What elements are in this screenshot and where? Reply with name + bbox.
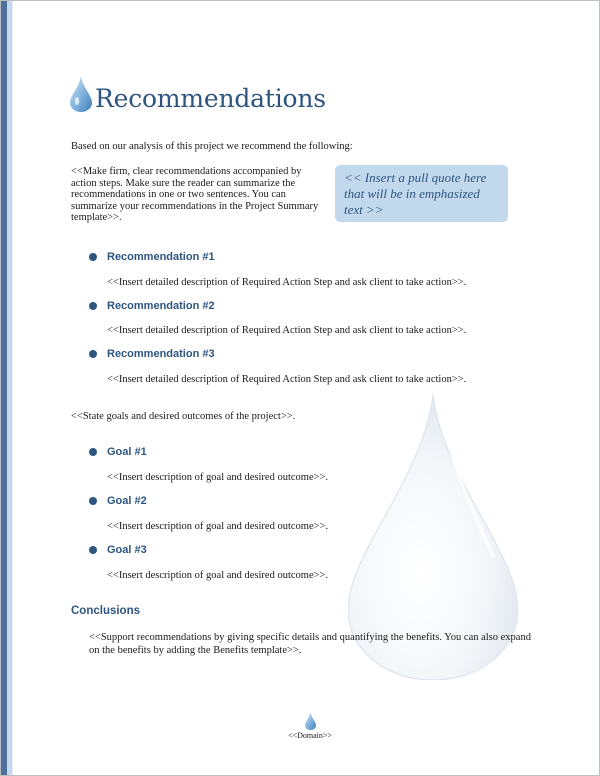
water-drop-icon: [305, 712, 316, 730]
conclusions-heading: Conclusions: [71, 605, 141, 617]
recommendation-heading: [89, 299, 215, 313]
goals-intro-text: <<State goals and desired outcomes of the project>>.: [71, 411, 296, 422]
sidebar-stripe-line: [12, 1, 13, 775]
goal-heading: [89, 445, 147, 459]
recommendation-description: <<Insert detailed description of Required Action Step and ask client to take action>>.: [107, 374, 467, 385]
pull-quote: << Insert a pull quote here that will be in emphasized text >>: [335, 165, 508, 222]
footer-domain: <<Domain>>: [288, 731, 332, 740]
recommendation-label: Recommendation #2: [107, 300, 215, 312]
recommendation-heading: [89, 250, 215, 264]
water-drop-icon: [70, 76, 92, 112]
bullet-dot-icon: [89, 497, 97, 505]
bullet-dot-icon: [89, 350, 97, 358]
bullet-dot-icon: [89, 302, 97, 310]
bullet-dot-icon: [89, 448, 97, 456]
recommendation-label: Recommendation #1: [107, 251, 215, 263]
instruction-text: <<Make firm, clear recommendations accompanied by action steps. Make sure the reader can summarize the recommendations in one or two sentences. You can summarize your recommendations in the Project Summary template>>.: [71, 166, 319, 223]
goal-heading: [89, 543, 147, 557]
goal-label: Goal #2: [107, 495, 147, 507]
page-title: Recommendations: [95, 84, 326, 113]
recommendation-label: Recommendation #3: [107, 348, 215, 360]
goal-label: Goal #3: [107, 544, 147, 556]
goal-description: <<Insert description of goal and desired outcome>>.: [107, 521, 329, 532]
conclusions-body: <<Support recommendations by giving specific details and quantifying the benefits. You can also expand on the benefits by adding the Benefits template>>.: [89, 632, 531, 656]
page-header: [70, 72, 326, 112]
bullet-dot-icon: [89, 253, 97, 261]
recommendation-description: <<Insert detailed description of Required Action Step and ask client to take action>>.: [107, 277, 467, 288]
goal-label: Goal #1: [107, 446, 147, 458]
goal-heading: [89, 494, 147, 508]
goal-description: <<Insert description of goal and desired outcome>>.: [107, 472, 329, 483]
goal-description: <<Insert description of goal and desired outcome>>.: [107, 570, 329, 581]
intro-text: Based on our analysis of this project we recommend the following:: [71, 141, 353, 152]
bullet-dot-icon: [89, 546, 97, 554]
recommendation-description: <<Insert detailed description of Required Action Step and ask client to take action>>.: [107, 325, 467, 336]
recommendation-heading: [89, 347, 215, 361]
